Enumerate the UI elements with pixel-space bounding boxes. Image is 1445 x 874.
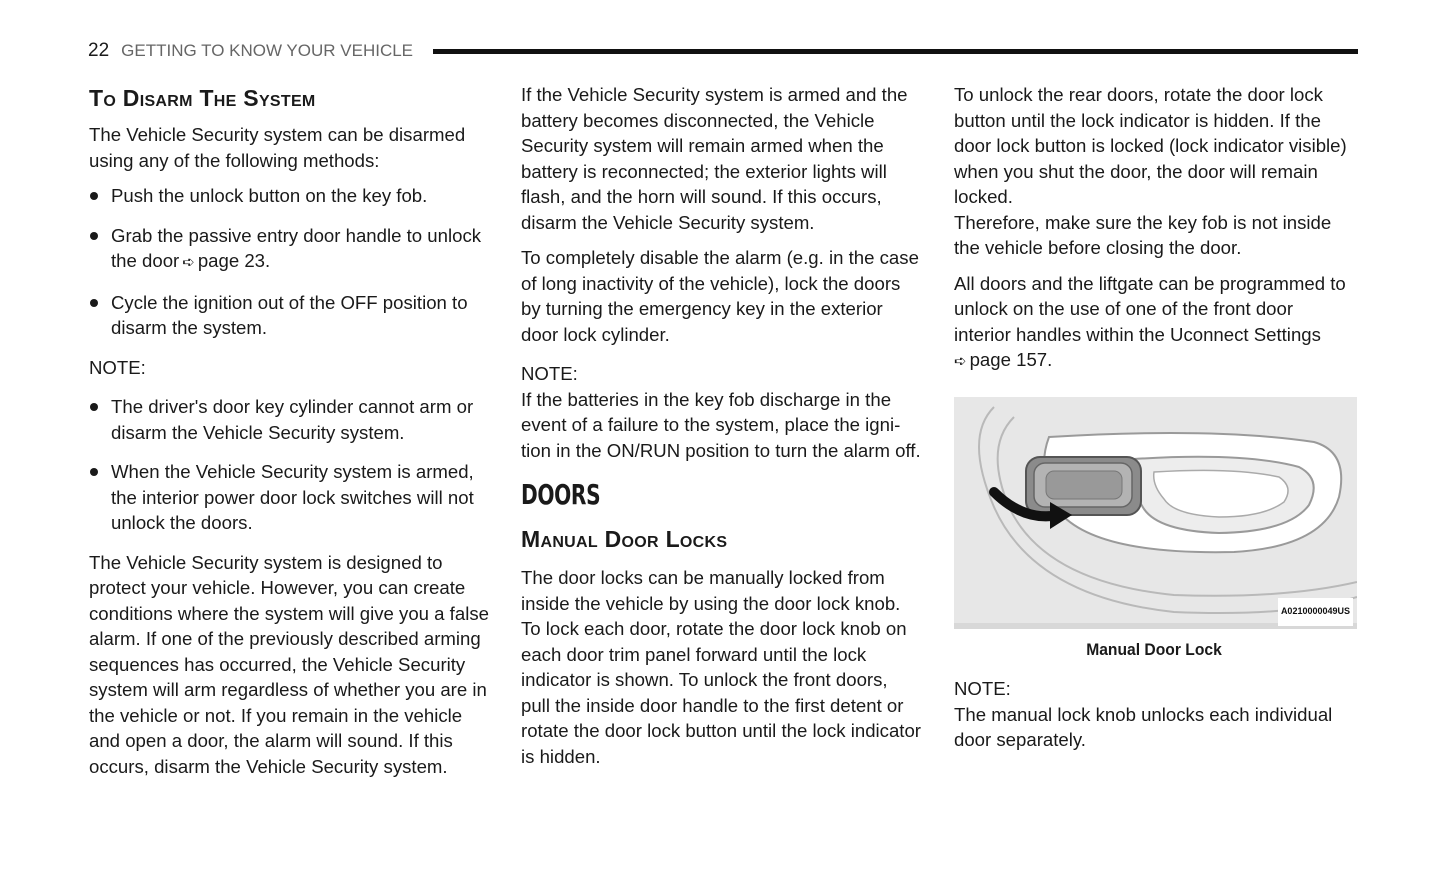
door-handle-illustration [954, 397, 1357, 629]
fob-battery-note: If the batteries in the key fob discharge in the event of a failure to the system, place the igni- tion in the ON/RUN position to turn the alarm off. [521, 388, 921, 461]
disarm-heading: To Disarm The System [89, 85, 316, 111]
page-ref-link[interactable]: page 23. [197, 250, 271, 271]
note-label: NOTE: [954, 678, 1011, 699]
column-3 [954, 80, 1354, 753]
figure-code: A0210000049US [1278, 598, 1353, 626]
rear-doors-paragraph: To unlock the rear doors, rotate the door lock button until the lock indicator is hidden. If the door lock button is locked (lock indicator visible) when you shut the door, the door will remain locked. [954, 84, 1347, 207]
manual-door-lock-figure [954, 397, 1357, 629]
note-list [89, 394, 489, 536]
doors-heading: DOORS [521, 478, 601, 511]
security-paragraph: The Vehicle Security system is designed to protect your vehicle. However, you can create conditions where the system will give you a false alarm. If one of the previously described arming sequences has occurred, the Vehicle Security system will arm regardless of whether you are in the vehicle or not. If you remain in the vehicle and open a door, the alarm will sound. If this occurs, disarm the Vehicle Security system. [89, 551, 489, 777]
list-item: Push the unlock button on the key fob. [89, 183, 489, 209]
manual-door-locks-heading: Manual Door Locks [521, 526, 728, 552]
column-2 [521, 80, 921, 769]
section-title: GETTING TO KNOW YOUR VEHICLE [121, 41, 414, 60]
battery-paragraph: If the Vehicle Security system is armed and the battery becomes disconnected, the Vehicle Security system will remain armed when the battery is reconnected; the exterior lights will flash, and the horn will sound. If this occurs, disarm the Vehicle Security system. [521, 84, 908, 233]
page-number: 22 [88, 40, 110, 61]
figure-caption: Manual Door Lock [1086, 639, 1222, 659]
disarm-methods-list [89, 183, 489, 341]
disable-alarm-paragraph: To completely disable the alarm (e.g. in the case of long inactivity of the vehicle), lock the doors by turning the emergency key in the exterior door lock cylinder. [521, 247, 919, 345]
page-header [88, 38, 1358, 64]
list-item: The driver's door key cylinder cannot arm or disarm the Vehicle Security system. [89, 394, 489, 445]
column-1 [89, 80, 489, 779]
header-rule [433, 49, 1358, 54]
list-item: Grab the passive entry door handle to unlock the door ➪ page 23. [89, 223, 489, 276]
liftgate-paragraph: All doors and the liftgate can be programmed to unlock on the use of one of the front door interior handles within the Uconnect Settings ➪ page 157. [954, 272, 1346, 370]
note-label: NOTE: [89, 356, 146, 378]
key-fob-paragraph: Therefore, make sure the key fob is not inside the vehicle before closing the door. [954, 211, 1332, 258]
manual-lock-note: The manual lock knob unlocks each individual door separately. [954, 703, 1333, 750]
page-ref-link[interactable]: page 157. [969, 349, 1053, 370]
disarm-intro: The Vehicle Security system can be disarmed using any of the following methods: [89, 124, 466, 171]
note-label: NOTE: [521, 363, 578, 384]
door-locks-paragraph: The door locks can be manually locked from inside the vehicle by using the door lock knob. To lock each door, rotate the door lock knob on each door trim panel forward until the lock indicator is shown. To unlock the front doors, pull the inside door handle to the first detent or rotate the door lock button until the lock indicator is hidden. [521, 567, 922, 767]
xref-arrow-icon: ➪ [954, 353, 967, 370]
list-item: Cycle the ignition out of the OFF position to disarm the system. [89, 290, 489, 341]
list-item: When the Vehicle Security system is armed, the interior power door lock switches will not unlock the doors. [89, 459, 489, 536]
xref-arrow-icon: ➪ [182, 254, 195, 271]
